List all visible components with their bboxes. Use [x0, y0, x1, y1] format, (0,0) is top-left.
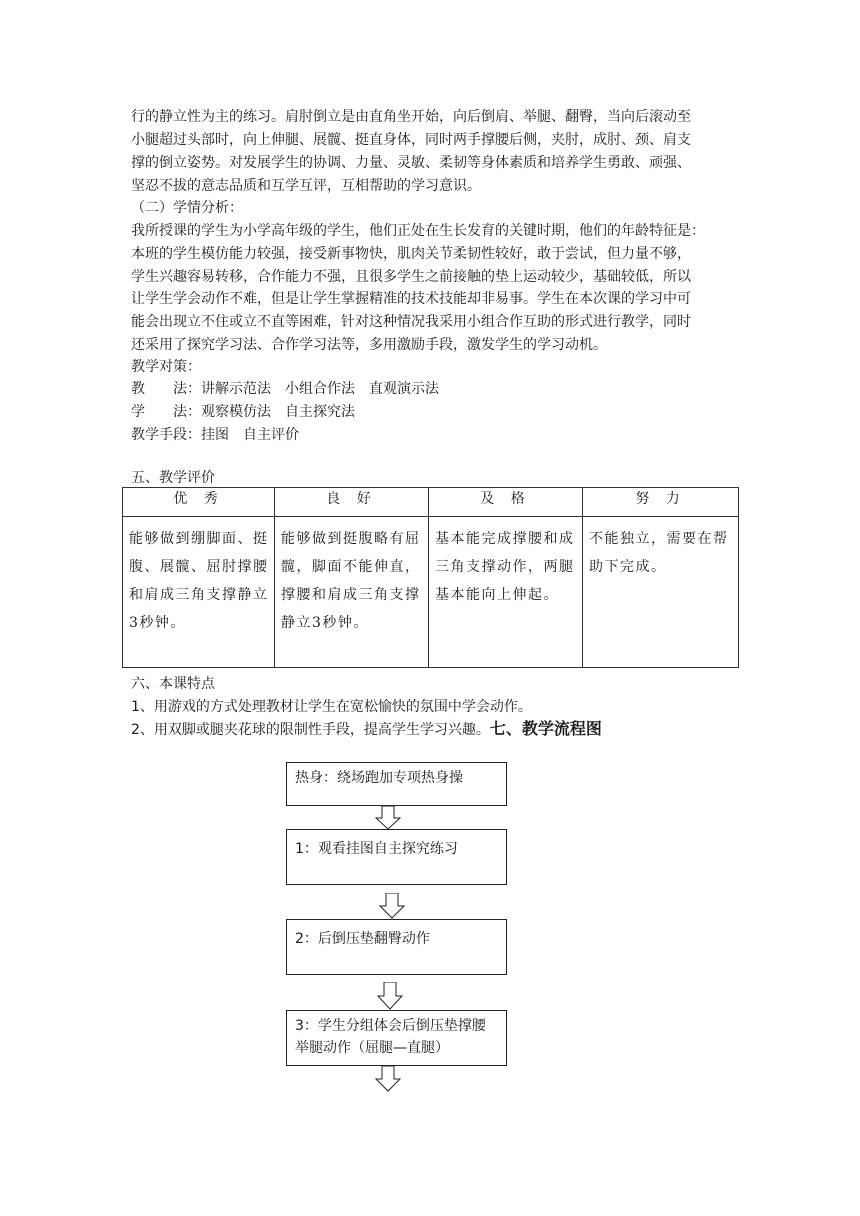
down-arrow-icon [374, 1066, 402, 1092]
down-arrow-icon [374, 806, 402, 830]
feature-text: 2、用双脚或腿夹花球的限制性手段，提高学生学习兴趣。 [131, 722, 490, 738]
text-line: 坚忍不拔的意志品质和互学互评，互相帮助的学习意识。 [131, 178, 481, 194]
means-label: 教学手段： [131, 427, 201, 443]
feature-item: 1、用游戏的方式处理教材让学生在宽松愉快的氛围中学会动作。 [131, 699, 532, 715]
flow-step-1: 1：观看挂图自主探究练习 [286, 829, 507, 885]
flow-step-warmup: 热身：绕场跑加专项热身操 [286, 762, 507, 806]
evaluation-table [122, 487, 739, 668]
strategy-heading: 教学对策： [131, 359, 201, 375]
header-pass: 及 格 [429, 488, 583, 517]
header-excellent: 优 秀 [123, 488, 275, 517]
means-value: 挂图 自主评价 [201, 427, 299, 443]
section-heading: （二）学情分析： [131, 200, 243, 216]
strategy-means [131, 425, 741, 445]
strategy-learn [131, 402, 741, 422]
teach-label: 教 法： [131, 381, 201, 397]
text-line: 还采用了探究学习法、合作学习法等，多用激励手段，激发学生的学习动机。 [131, 337, 607, 353]
header-effort: 努 力 [583, 488, 739, 517]
section-heading: 五、教学评价 [131, 470, 215, 486]
text-line: 本班的学生模仿能力较强，接受新事物快，肌肉关节柔韧性较好，敢于尝试，但力量不够， [131, 246, 691, 262]
down-arrow-icon [376, 982, 404, 1010]
learn-value: 观察模仿法 自主探究法 [201, 404, 355, 420]
table-row [123, 517, 739, 668]
text-line: 我所授课的学生为小学高年级的学生，他们正处在生长发育的关键时期，他们的年龄特征是： [131, 223, 705, 239]
teach-value: 讲解示范法 小组合作法 直观演示法 [201, 381, 439, 397]
text-line: 撑的倒立姿势。对发展学生的协调、力量、灵敏、柔韧等身体素质和培养学生勇敢、顽强、 [131, 155, 691, 171]
text-line: 让学生学会动作不难，但是让学生掌握精准的技术技能却非易事。学生在本次课的学习中可 [131, 291, 691, 307]
text-line: 能会出现立不住或立不直等困难，针对这种情况我采用小组合作互助的形式进行教学，同时 [131, 314, 691, 330]
cell-good: 能够做到挺腹略有屈髋，脚面不能伸直，撑腰和肩成三角支撑静立3秒钟。 [275, 517, 429, 668]
flow-step-3: 3：学生分组体会后倒压垫撑腰举腿动作（屈腿—直腿） [286, 1010, 507, 1066]
feature-item [131, 719, 741, 740]
text-line: 小腿超过头部时，向上伸腿、展髋、挺直身体，同时两手撑腰后侧，夹肘，成肘、颈、肩支 [131, 132, 691, 148]
section-heading: 七、教学流程图 [489, 719, 602, 738]
strategy-teach [131, 379, 741, 399]
table-header-row [123, 488, 739, 517]
section-heading: 六、本课特点 [131, 676, 215, 692]
learn-label: 学 法： [131, 404, 201, 420]
text-line: 行的静立性为主的练习。肩肘倒立是由直角坐开始，向后倒肩、举腿、翻臀，当向后滚动至 [131, 109, 691, 125]
flow-step-2: 2：后倒压垫翻臀动作 [286, 919, 507, 975]
cell-effort: 不能独立，需要在帮助下完成。 [583, 517, 739, 668]
down-arrow-icon [378, 893, 406, 919]
header-good: 良 好 [275, 488, 429, 517]
cell-excellent: 能够做到绷脚面、挺腹、展髋、屈肘撑腰和肩成三角支撑静立3秒钟。 [123, 517, 275, 668]
cell-pass: 基本能完成撑腰和成三角支撑动作，两腿基本能向上伸起。 [429, 517, 583, 668]
text-line: 学生兴趣容易转移，合作能力不强，且很多学生之前接触的垫上运动较少，基础较低，所以 [131, 269, 691, 285]
